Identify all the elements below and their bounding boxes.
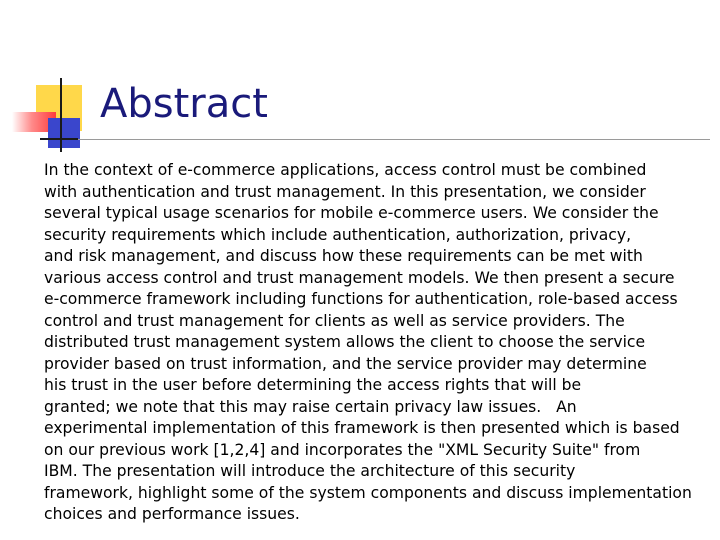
title-divider xyxy=(78,139,710,140)
paragraph-line: control and trust management for clients as well as service providers. The xyxy=(44,311,625,330)
paragraph-line: on our previous work [1,2,4] and incorporates the "XML Security Suite" from xyxy=(44,440,641,459)
horizontal-line-decoration xyxy=(40,138,78,140)
vertical-line-decoration xyxy=(60,78,62,152)
paragraph-line: e-commerce framework including functions for authentication, role-based access xyxy=(44,290,678,308)
paragraph-line: distributed trust management system allows the client to choose the service xyxy=(44,333,646,351)
paragraph-line: framework, highlight some of the system components and discuss implementation xyxy=(44,483,692,502)
blue-square-decoration xyxy=(48,118,80,148)
abstract-paragraph xyxy=(44,160,714,526)
paragraph-line: his trust in the user before determining the access rights that will be xyxy=(44,376,582,394)
paragraph-line: IBM. The presentation will introduce the architecture of this security xyxy=(44,462,576,480)
paragraph-line: In the context of e-commerce applications, access control must be combined xyxy=(44,161,647,179)
paragraph-line: experimental implementation of this framework is then presented which is based xyxy=(44,419,680,437)
paragraph-line: several typical usage scenarios for mobile e-commerce users. We consider the xyxy=(44,204,659,222)
paragraph-line: provider based on trust information, and the service provider may determine xyxy=(44,354,647,373)
paragraph-line: granted; we note that this may raise certain privacy law issues. An xyxy=(44,397,577,416)
paragraph-line: and risk management, and discuss how these requirements can be met with xyxy=(44,247,643,265)
paragraph-line: choices and performance issues. xyxy=(44,505,300,523)
paragraph-line: security requirements which include authentication, authorization, privacy, xyxy=(44,225,632,244)
paragraph-line: with authentication and trust management. In this presentation, we consider xyxy=(44,182,646,201)
paragraph-line: various access control and trust management models. We then present a secure xyxy=(44,268,675,287)
page-title: Abstract xyxy=(100,81,268,127)
